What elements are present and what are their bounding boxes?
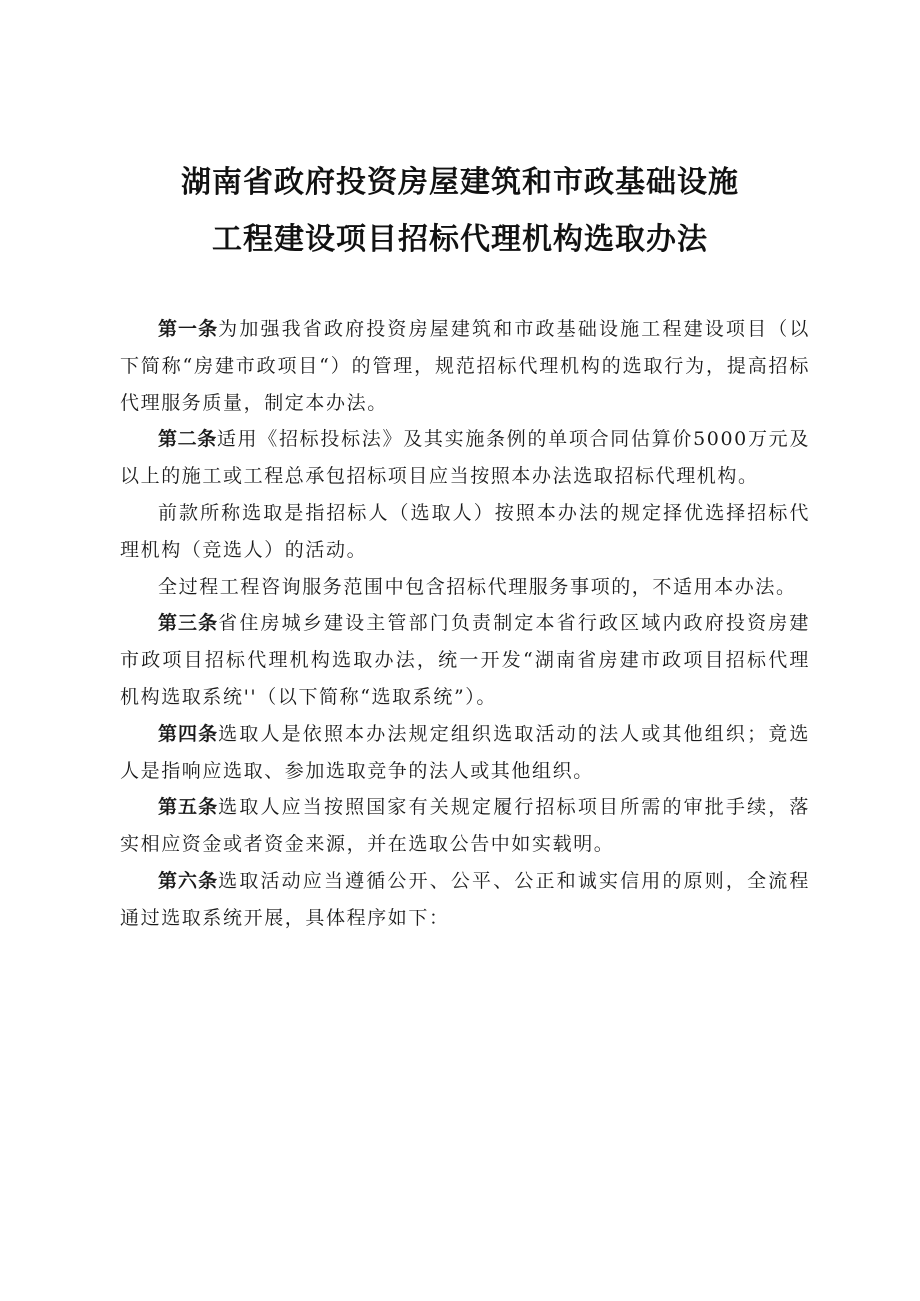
article-label: 第二条 (158, 428, 217, 451)
article-text: 省住房城乡建设主管部门负责制定本省行政区域内政府投资房建市政项目招标代理机构选取办法，统一开发“湖南省房建市政项目招标代理机构选取系统''（以下简称“选取系统”）。 (120, 612, 810, 708)
article-label: 第六条 (158, 869, 219, 892)
article-2 (120, 421, 810, 495)
article-label: 第一条 (158, 318, 219, 340)
article-label: 第三条 (158, 612, 219, 635)
article-text: 适用《招标投标法》及其实施条例的单项合同估算价5000万元及以上的施工或工程总承包招标项目应当按照本办法选取招标代理机构。 (120, 428, 810, 488)
document-body (120, 311, 810, 937)
article-5 (120, 789, 810, 863)
article-4 (120, 716, 810, 790)
article-2-paragraph-2 (120, 495, 810, 569)
article-text: 选取人是依照本办法规定组织选取活动的法人或其他组织；竟选人是指响应选取、参加选取竞争的法人或其他组织。 (120, 722, 810, 782)
paragraph-text: 全过程工程咨询服务范围中包含招标代理服务事项的，不适用本办法。 (158, 575, 797, 598)
article-2-paragraph-3 (120, 569, 810, 606)
article-1 (120, 311, 810, 421)
document-title-line-2: 工程建设项目招标代理机构选取办法 (212, 222, 708, 257)
article-text: 为加强我省政府投资房屋建筑和市政基础设施工程建设项目（以下简称“房建市政项目“）的管理，规范招标代理机构的选取行为，提高招标代理服务质量，制定本办法。 (120, 318, 810, 414)
document-title-line-1: 湖南省政府投资房屋建筑和市政基础设施 (181, 165, 739, 200)
article-label: 第五条 (158, 796, 219, 819)
article-label: 第四条 (158, 722, 219, 745)
article-3 (120, 605, 810, 715)
article-text: 选取活动应当遵循公开、公平、公正和诚实信用的原则，全流程通过选取系统开展，具体程序如下： (120, 869, 810, 929)
paragraph-text: 前款所称选取是指招标人（选取人）按照本办法的规定择优选择招标代理机构（竞选人）的活动。 (120, 501, 810, 561)
article-text: 选取人应当按照国家有关规定履行招标项目所需的审批手续，落实相应资金或者资金来源，并在选取公告中如实载明。 (120, 796, 810, 856)
article-6 (120, 863, 810, 937)
